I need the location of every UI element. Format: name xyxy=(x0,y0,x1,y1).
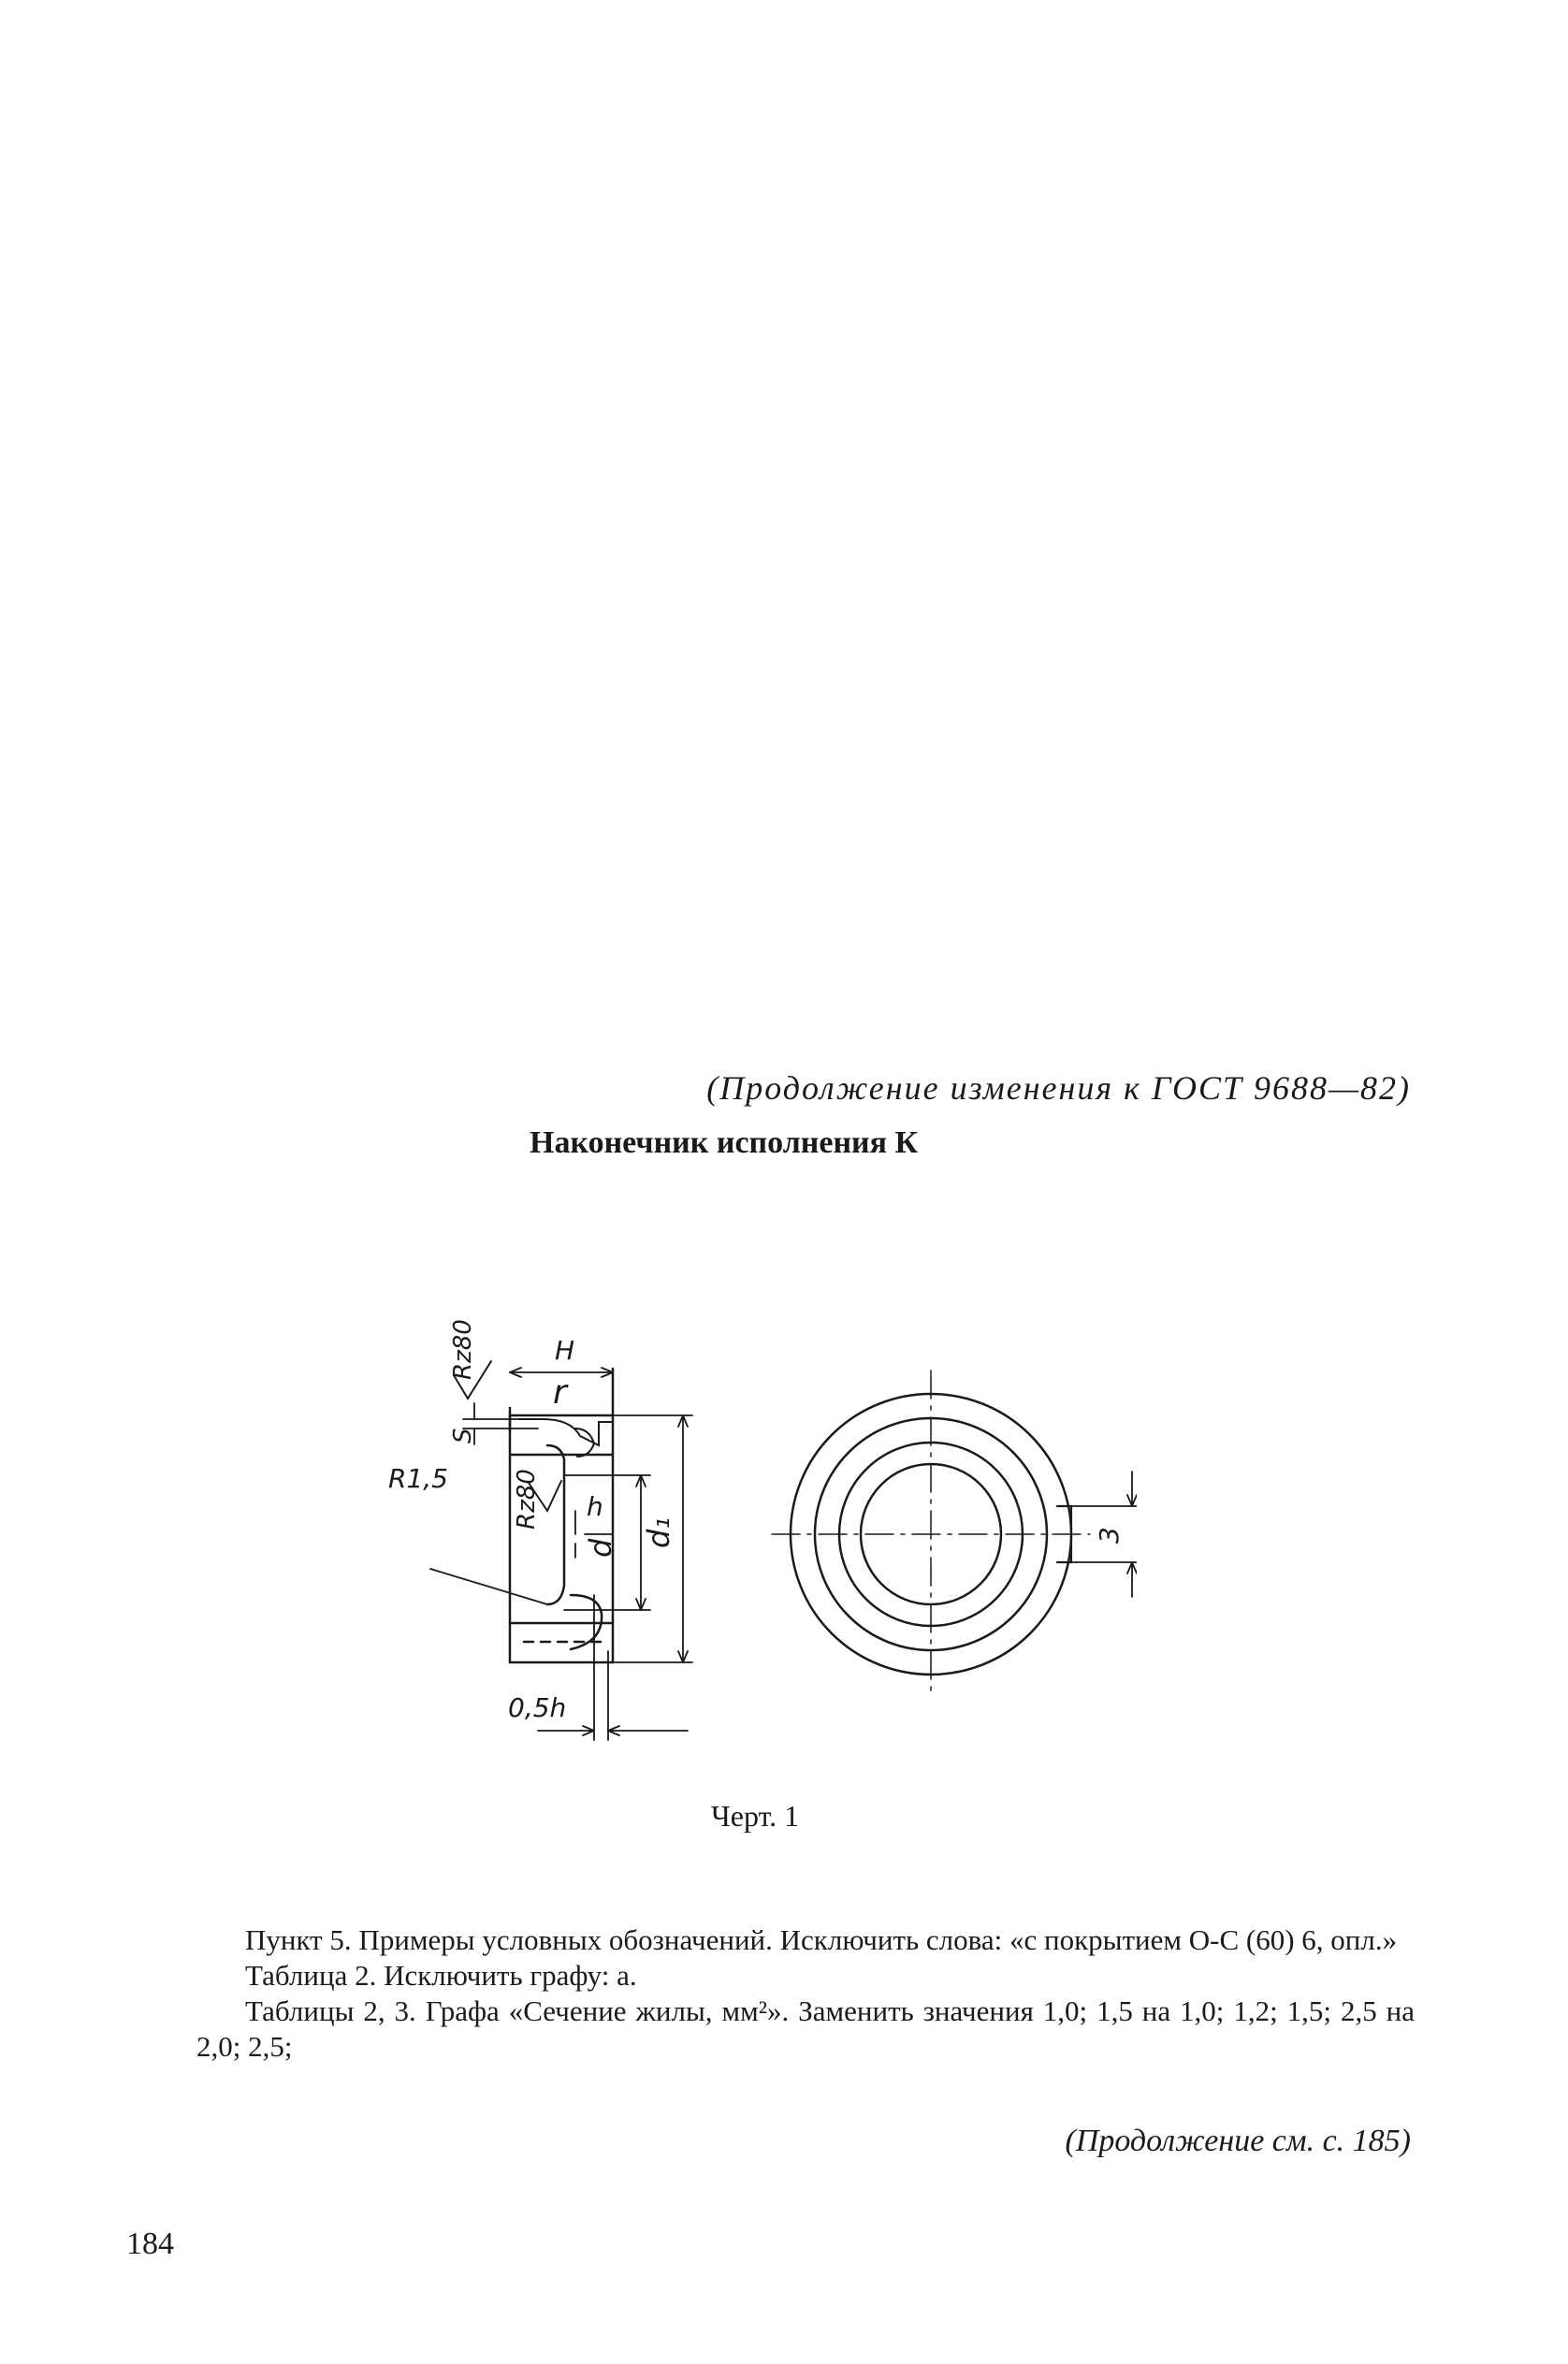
figure-caption: Черт. 1 xyxy=(711,1799,800,1833)
side-view-hatch xyxy=(519,1419,613,1445)
dim-3-arrows xyxy=(1127,1472,1137,1597)
technical-drawing xyxy=(370,1211,1137,1763)
label-r: r xyxy=(553,1373,567,1412)
drawing-svg xyxy=(370,1211,1137,1763)
dim-05h-arrows xyxy=(538,1726,688,1735)
continuation-header: (Продолжение изменения к ГОСТ 9688—82) xyxy=(706,1069,1411,1107)
label-rz80-top: Rz80 xyxy=(449,1319,477,1380)
leader-r15 xyxy=(430,1569,547,1604)
label-d1: d₁ xyxy=(641,1516,676,1548)
label-S: S xyxy=(449,1428,477,1443)
label-rz80-mid: Rz80 xyxy=(513,1469,541,1530)
page-number: 184 xyxy=(126,2226,174,2261)
continuation-footer: (Продолжение см. с. 185) xyxy=(1065,2124,1411,2158)
paragraph: Таблицы 2, 3. Графа «Сечение жилы, мм²». Заменить значения 1,0; 1,5 на 1,0; 1,2; 1,5; 2,5 на 2,0; 2,5; xyxy=(196,1994,1415,2063)
label-r15: R1,5 xyxy=(388,1463,448,1494)
label-05h: 0,5h xyxy=(508,1692,567,1723)
paragraph: Таблица 2. Исключить графу: а. xyxy=(245,1959,637,1992)
label-h: h xyxy=(587,1491,603,1522)
paragraph: Пункт 5. Примеры условных обозначений. Исключить слова: «с покрытием О-С (60) 6, опл.» xyxy=(245,1923,1398,1956)
label-3: 3 xyxy=(1094,1527,1125,1544)
label-H: H xyxy=(555,1335,575,1366)
side-view-bore xyxy=(547,1445,564,1604)
section-title: Наконечник исполнения К xyxy=(530,1125,919,1160)
body-text xyxy=(196,1922,1415,2065)
label-d: d xyxy=(583,1538,618,1558)
